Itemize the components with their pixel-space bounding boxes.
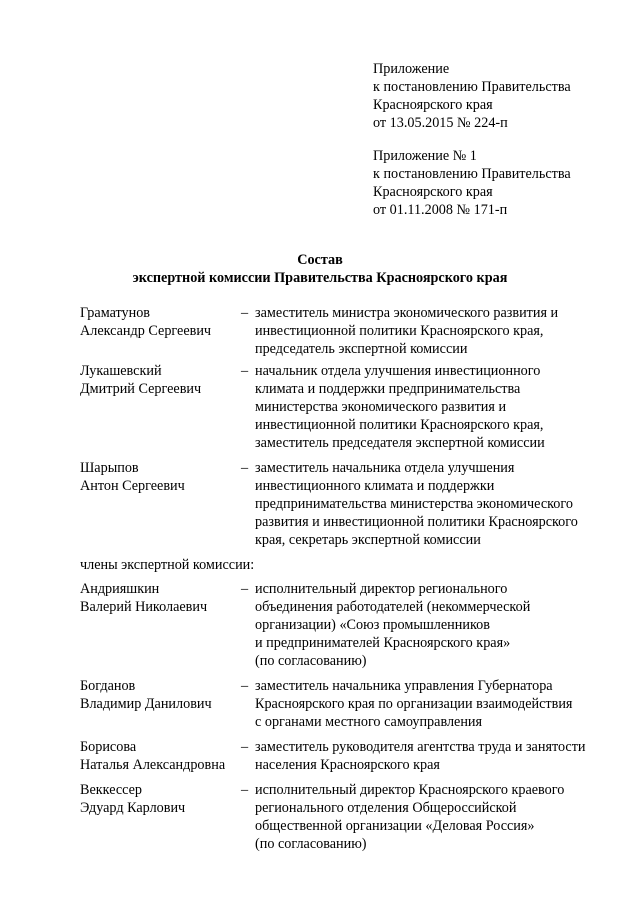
role-line: населения Красноярского края: [255, 757, 440, 773]
member-role: [255, 738, 610, 774]
role-line: климата и поддержки предпринимательства: [255, 381, 521, 397]
dash-separator: –: [241, 782, 249, 798]
member-name: [80, 304, 241, 358]
dash-separator: –: [241, 581, 249, 597]
role-line: председатель экспертной комиссии: [255, 341, 468, 357]
role-line: с органами местного самоуправления: [255, 714, 483, 730]
title-line: Состав: [297, 252, 343, 268]
role-line: регионального отделения Общероссийской: [255, 800, 517, 816]
role-line: (по согласованию): [255, 836, 367, 852]
member-name: [80, 677, 241, 731]
member-given-name: Владимир Данилович: [80, 696, 212, 712]
commission-member: [80, 459, 610, 549]
dash-separator: –: [241, 305, 249, 321]
role-line: исполнительный директор регионального: [255, 581, 508, 597]
role-line: заместитель начальника отдела улучшения: [255, 460, 515, 476]
member-role: [255, 677, 610, 731]
appendix-line: к постановлению Правительства: [373, 166, 571, 182]
member-given-name: Александр Сергеевич: [80, 323, 212, 339]
role-line: заместитель руководителя агентства труда и занятости: [255, 739, 586, 755]
commission-member: [80, 677, 610, 731]
member-given-name: Наталья Александровна: [80, 757, 226, 773]
appendix-line: от 13.05.2015 № 224-п: [373, 115, 508, 131]
role-line: объединения работодателей (некоммерческой: [255, 599, 531, 615]
member-given-name: Дмитрий Сергеевич: [80, 381, 202, 397]
role-line: развития и инвестиционной политики Красноярского: [255, 514, 578, 530]
member-role: [255, 362, 610, 452]
role-line: инвестиционного климата и поддержки: [255, 478, 495, 494]
member-given-name: Антон Сергеевич: [80, 478, 185, 494]
member-surname: Лукашевский: [80, 363, 162, 379]
title-line: экспертной комиссии Правительства Красноярского края: [132, 270, 508, 286]
role-line: Красноярского края по организации взаимодействия: [255, 696, 573, 712]
member-surname: Шарыпов: [80, 460, 139, 476]
member-name: [80, 738, 241, 774]
role-line: заместитель председателя экспертной комиссии: [255, 435, 545, 451]
appendix-line: Красноярского края: [373, 184, 493, 200]
appendix-line: от 01.11.2008 № 171-п: [373, 202, 508, 218]
commission-member: [80, 738, 610, 774]
member-role: [255, 781, 610, 853]
appendix-header-original: [373, 147, 571, 219]
role-line: инвестиционной политики Красноярского края,: [255, 323, 544, 339]
dash-separator: –: [241, 460, 249, 476]
commission-member: [80, 304, 610, 358]
member-given-name: Валерий Николаевич: [80, 599, 208, 615]
dash-separator: –: [241, 363, 249, 379]
member-name: [80, 580, 241, 670]
member-given-name: Эдуард Карлович: [80, 800, 186, 816]
role-line: начальник отдела улучшения инвестиционного: [255, 363, 541, 379]
appendix-line: к постановлению Правительства: [373, 79, 571, 95]
commission-list: [80, 304, 610, 860]
dash-separator: –: [241, 678, 249, 694]
role-line: заместитель начальника управления Губернатора: [255, 678, 553, 694]
dash-separator: –: [241, 739, 249, 755]
appendix-line: Приложение № 1: [373, 148, 477, 164]
member-surname: Борисова: [80, 739, 137, 755]
appendix-header-current: [373, 60, 571, 132]
member-name: [80, 362, 241, 452]
role-line: министерства экономического развития и: [255, 399, 507, 415]
commission-member: [80, 781, 610, 853]
document-title: [0, 251, 640, 287]
role-line: края, секретарь экспертной комиссии: [255, 532, 481, 548]
member-role: [255, 580, 610, 670]
member-surname: Андрияшкин: [80, 581, 160, 597]
role-line: инвестиционной политики Красноярского края,: [255, 417, 544, 433]
role-line: организации) «Союз промышленников: [255, 617, 490, 633]
role-line: и предпринимателей Красноярского края»: [255, 635, 511, 651]
member-surname: Граматунов: [80, 305, 151, 321]
commission-member: [80, 362, 610, 452]
members-section-label: члены экспертной комиссии:: [80, 557, 255, 573]
role-line: общественной организации «Деловая Россия»: [255, 818, 535, 834]
member-role: [255, 304, 610, 358]
role-line: исполнительный директор Красноярского краевого: [255, 782, 565, 798]
commission-member: [80, 580, 610, 670]
role-line: заместитель министра экономического развития и: [255, 305, 559, 321]
appendix-line: Приложение: [373, 61, 450, 77]
member-name: [80, 781, 241, 853]
appendix-line: Красноярского края: [373, 97, 493, 113]
member-role: [255, 459, 610, 549]
member-surname: Богданов: [80, 678, 136, 694]
role-line: (по согласованию): [255, 653, 367, 669]
member-name: [80, 459, 241, 549]
role-line: предпринимательства министерства экономического: [255, 496, 573, 512]
member-surname: Веккессер: [80, 782, 143, 798]
